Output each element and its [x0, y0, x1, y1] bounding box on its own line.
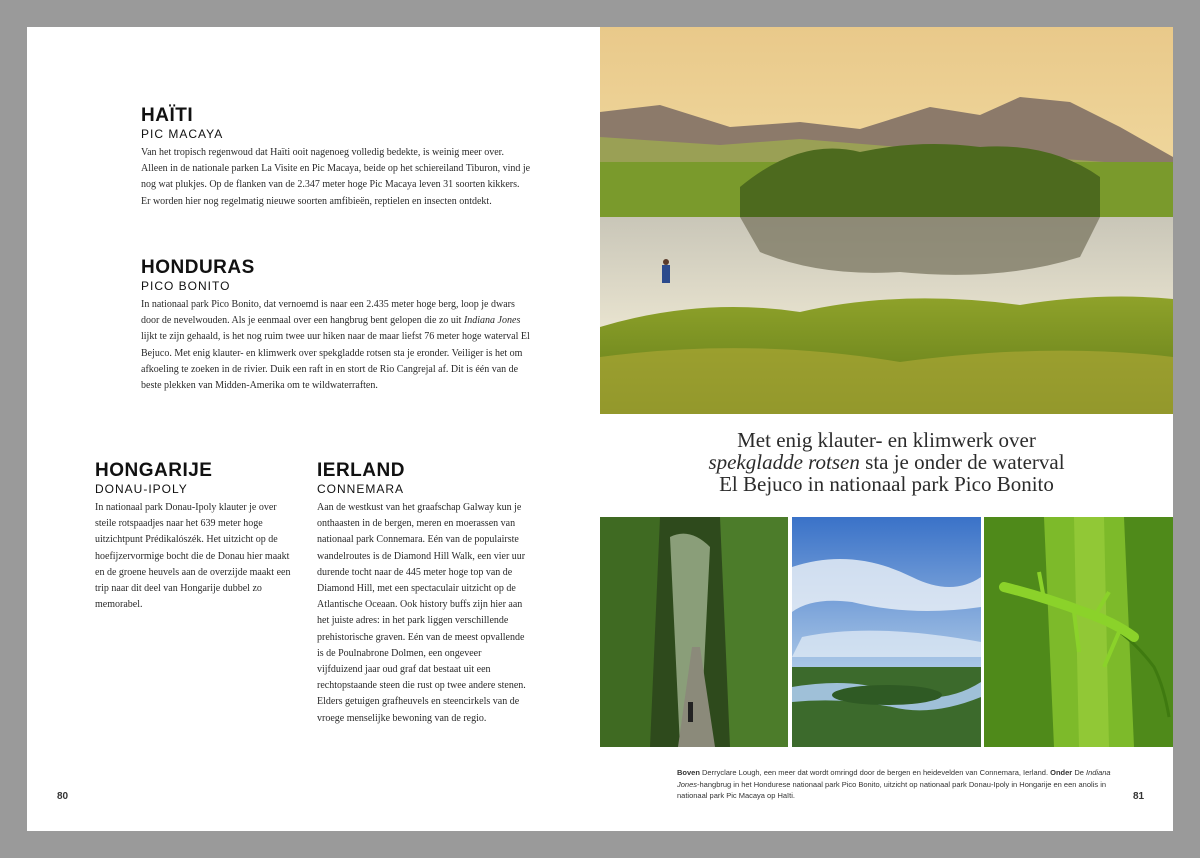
page-number: 81	[1133, 791, 1145, 802]
section-subtitle: PIC MACAYA	[141, 127, 224, 141]
section-subtitle: DONAU-IPOLY	[95, 482, 188, 496]
danube-bend-photo	[792, 517, 981, 747]
section-honduras	[141, 257, 531, 394]
section-body: Van het tropisch regenwoud dat Haïti ooit nagenoeg volledig bedekte, is weinig meer over. Alleen in de nationale parken La Visite en Pic Macaya, beide op het schiereiland Tiburon, vind je nog wat plukjes. Op de flanken van de 2.347 meter hoge Pic Macaya leven 31 soorten kikkers. Er worden hier nog regelmatig nieuwe soorten amfibieën, reptielen en insecten ontdekt.	[141, 147, 531, 207]
lake-landscape-photo	[600, 27, 1173, 414]
section-hongarije	[95, 460, 300, 613]
left-page	[27, 27, 600, 831]
page-number: 80	[57, 791, 69, 802]
italic-title: Indiana Jones	[463, 315, 521, 327]
section-title: HAÏTI	[141, 105, 194, 126]
section-title: HONGARIJE	[95, 460, 213, 481]
section-haiti	[141, 105, 531, 210]
anolis-lizard-photo	[984, 517, 1173, 747]
section-subtitle: PICO BONITO	[141, 279, 231, 293]
photo-caption: Boven Derryclare Lough, een meer dat wordt omringd door de bergen en heidevelden van Connemara, Ierland. Onder De Indiana Jones-hangbrug in het Hondurese nationaal park Pico Bonito, uitzicht op nationaal park Donau-Ipoly in Hongarije en een anolis in nationaal park Pic Macaya op Haïti.	[677, 768, 1111, 800]
section-ierland	[317, 460, 527, 727]
suspension-bridge-photo	[600, 517, 788, 747]
section-subtitle: CONNEMARA	[317, 482, 405, 496]
pull-quote: Met enig klauter- en klimwerk over spekgladde rotsen sta je onder de waterval El Bejuco in nationaal park Pico Bonito	[708, 428, 1065, 496]
section-title: HONDURAS	[141, 257, 255, 278]
section-body: Aan de westkust van het graafschap Galway kun je onthaasten in de bergen, meren en moerassen van nationaal park Connemara. Eén van de populairste wandelroutes is de Diamond Hill Walk, een vier uur durende tocht naar de 445 meter hoge top van de Diamond Hill, met een spectaculair uitzicht op de Atlantische Oceaan. Ook history buffs zijn hier aan het juiste adres: in het park liggen verschillende prehistorische graven. Eén van de meest opvallende is de Poulnabrone Dolmen, een ongeveer vijfduizend jaar oud graf dat bestaat uit een rechtopstaande steen die rust op twee andere stenen. Elders getuigen grafheuvels en steencirkels van de vroege menselijke bewoning van de regio.	[317, 502, 526, 724]
right-page	[600, 27, 1173, 831]
section-title: IERLAND	[317, 460, 405, 481]
section-body: In nationaal park Donau-Ipoly klauter je over steile rotspaadjes naar het 639 meter hoge uitzichtpunt Prédikalószék. Het uitzicht op de hoefijzervormige bocht die de Donau hier maakt en de groene heuvels aan de overzijde maakt een trip naar dit deel van Hongarije dubbel zo memorabel.	[95, 502, 291, 611]
section-body: In nationaal park Pico Bonito, dat vernoemd is naar een 2.435 meter hoge berg, loop je dwars door de nevelwouden. Als je eenmaal over een hangbrug bent gelopen die zo uit Indiana Jones lijkt te zijn gehaald, is het nog ruim twee uur hiken naar de maar liefst 76 meter hoge waterval El Bejuco. Met enig klauter- en klimwerk over spekgladde rotsen sta je eronder. Veiliger is het om afkoeling te zoeken in de rivier. Duik een raft in en stort de Rio Cangrejal af. Dit is één van de beste plekken van Midden-Amerika om te wildwaterraften.	[141, 299, 530, 392]
